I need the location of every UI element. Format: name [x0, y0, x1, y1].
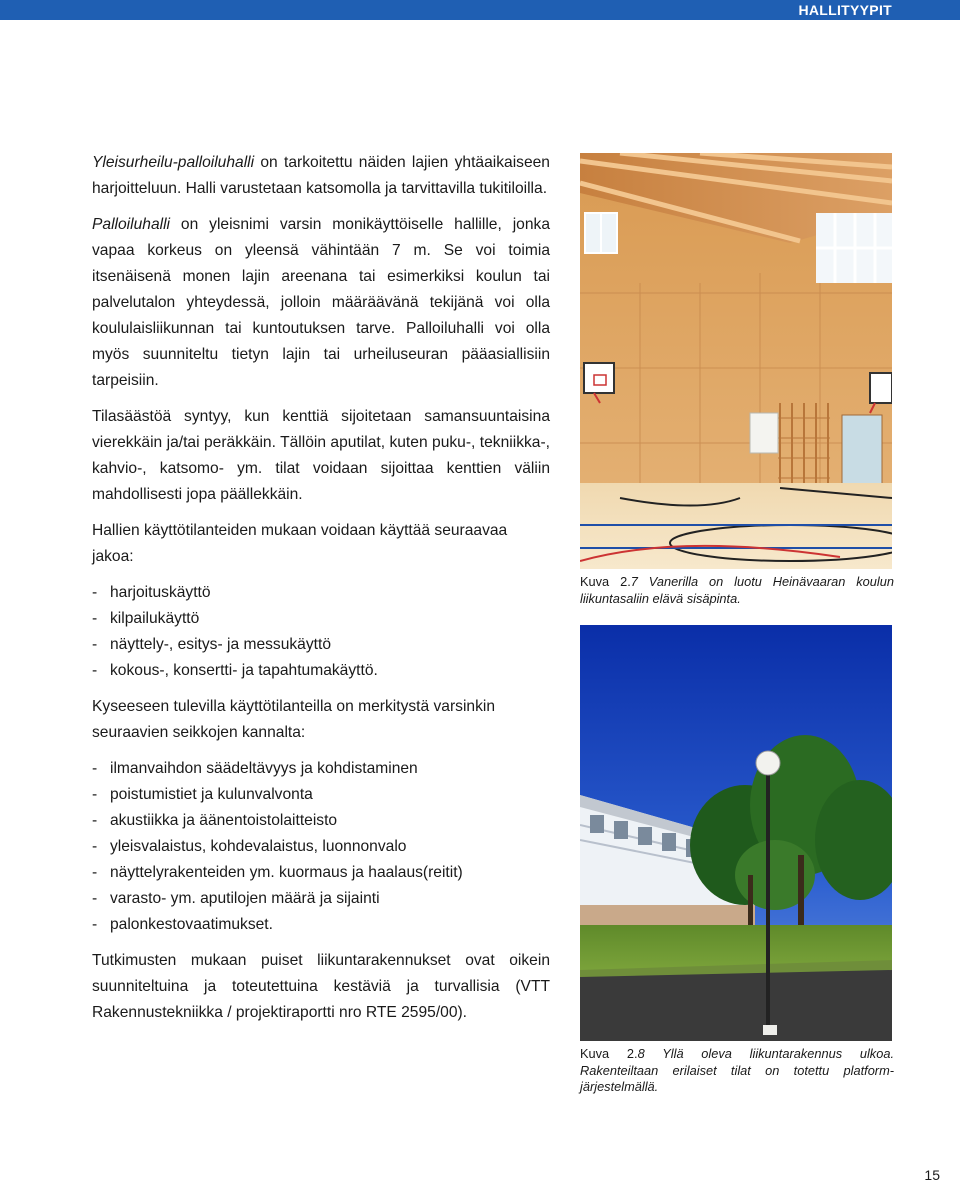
photo-caption-2	[580, 1046, 894, 1096]
caption-text: 7 Vanerilla on luotu Heinävaaran koulun liikuntasaliin elävä sisäpinta.	[580, 574, 894, 606]
paragraph-6: Tutkimusten mukaan puiset liikuntarakennukset ovat oikein suunniteltuina ja toteutettuina kestäviä ja turvallisia (VTT Rakennustekniikka / projektiraportti nro RTE 2595/00).	[92, 952, 550, 1021]
paragraph-2	[92, 212, 550, 394]
list-item: - näyttely-, esitys- ja messukäyttö	[92, 636, 331, 653]
caption-label: Kuva 2.	[580, 574, 631, 589]
paragraph-2-text: on yleisnimi varsin monikäyttöiselle hallille, jonka vapaa korkeus on yleensä vähintään 7 m. Se voi toimia itsenäisenä monen lajin areenana tai esimerkiksi koulun tai palvelutalon yhteydessä, jolloin määräävänä tekijänä voi olla koululaisliikunnan tai kuntoutuksen tarve. Palloiluhalli voi olla myös suunniteltu tietyn lajin tai urheiluseuran pääasiallisiin tarpeisiin.	[92, 216, 550, 389]
photo-caption-1	[580, 574, 894, 607]
caption-text: 8 Yllä oleva liikuntarakennus ulkoa. Rakenteiltaan erilaiset tilat on totettu platform-järjestelmällä.	[580, 1046, 894, 1094]
section-label: HALLITYYPIT	[798, 2, 892, 18]
usage-list	[92, 580, 550, 684]
sports-hall-interior-photo	[580, 153, 892, 569]
list-item: - varasto- ym. aputilojen määrä ja sijainti	[92, 890, 380, 907]
page-number: 15	[924, 1167, 940, 1183]
paragraph-1	[92, 150, 550, 202]
body-text	[92, 150, 550, 1036]
list-item: - kokous-, konsertti- ja tapahtumakäyttö.	[92, 662, 378, 679]
sports-building-exterior-photo	[580, 625, 892, 1041]
paragraph-1-text: on tarkoitettu näiden lajien yhtäaikaiseen harjoitteluun. Halli varustetaan katsomolla ja tarvittavilla tukitiloilla.	[92, 154, 550, 197]
list-item: - kilpailukäyttö	[92, 610, 200, 627]
list-item: - akustiikka ja äänentoistolaitteisto	[92, 812, 338, 829]
section-header-bar	[0, 0, 960, 20]
factors-list	[92, 756, 550, 938]
paragraph-5: Kyseeseen tulevilla käyttötilanteilla on merkitystä varsinkin seuraavien seikkojen kannalta:	[92, 698, 496, 741]
term-palloiluhalli: Palloiluhalli	[92, 216, 171, 233]
paragraph-4: Hallien käyttötilanteiden mukaan voidaan käyttää seuraavaa jakoa:	[92, 522, 508, 565]
caption-label: Kuva 2.	[580, 1046, 638, 1061]
list-item: - harjoituskäyttö	[92, 584, 211, 601]
term-yleisurheilu-palloiluhalli: Yleisurheilu-palloiluhalli	[92, 154, 255, 171]
list-item: - palonkestovaatimukset.	[92, 916, 273, 933]
list-item: - näyttelyrakenteiden ym. kuormaus ja haalaus(reitit)	[92, 864, 463, 881]
paragraph-3: Tilasäästöä syntyy, kun kenttiä sijoitetaan samansuuntaisina vierekkäin ja/tai peräkkäin. Tällöin aputilat, kuten puku-, tekniikka-, kahvio-, katsomo- ym. tilat voidaan sijoittaa kenttien väliin mahdollisesti jopa päällekkäin.	[92, 408, 550, 503]
list-item: - ilmanvaihdon säädeltävyys ja kohdistaminen	[92, 760, 418, 777]
list-item: - poistumistiet ja kulunvalvonta	[92, 786, 313, 803]
list-item: - yleisvalaistus, kohdevalaistus, luonnonvalo	[92, 838, 407, 855]
